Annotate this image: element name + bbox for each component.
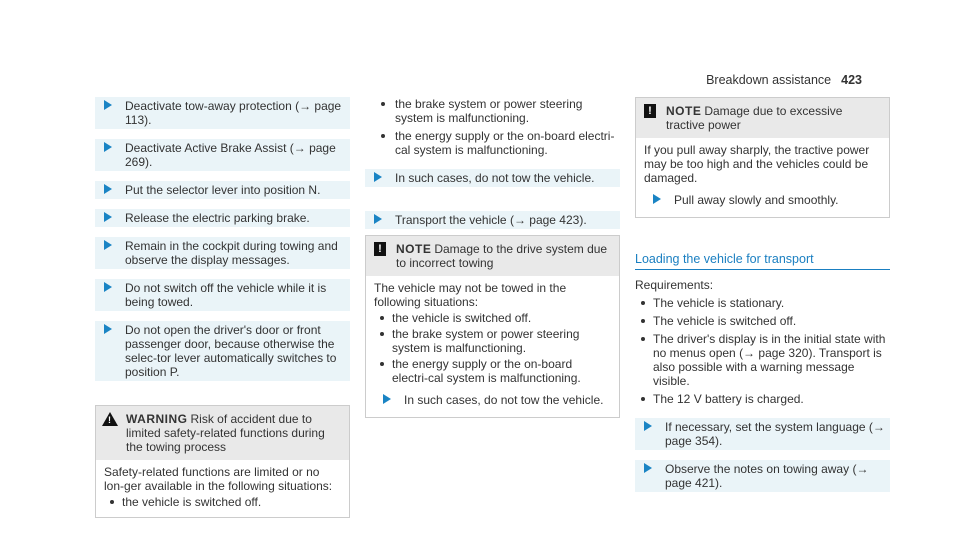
requirement-item: The vehicle is stationary. [635, 296, 890, 310]
step-text: If necessary, set the system language (→ page 354). [665, 420, 885, 448]
note-step [374, 391, 611, 409]
requirement-item: The 12 V battery is charged. [635, 392, 890, 406]
step-arrow-icon [104, 282, 112, 292]
warning-body [96, 460, 349, 517]
step-text: Put the selector lever into position N. [125, 183, 321, 197]
warning-signal-word: WARNING [126, 412, 188, 426]
step-deactivate-tow-away [95, 97, 350, 129]
step-deactivate-brake-assist [95, 139, 350, 171]
note-header [366, 236, 619, 276]
bullet-brake-system: the brake system or power steering system is malfunctioning. [365, 97, 620, 125]
step-remain-in-cockpit [95, 237, 350, 269]
step-text: Remain in the cockpit during towing and observe the display messages. [125, 239, 338, 267]
step-release-parking-brake [95, 209, 350, 227]
column-2 [365, 97, 620, 430]
warning-header [96, 406, 349, 460]
step-text: Do not switch off the vehicle while it is being towed. [125, 281, 327, 309]
page-number: 423 [841, 73, 862, 87]
step-arrow-icon [104, 240, 112, 250]
step-arrow-icon [104, 324, 112, 334]
note-body [366, 276, 619, 417]
step-observe-notes [635, 460, 890, 492]
step-text: Deactivate tow-away protection (→ page 113). [125, 99, 342, 127]
note-step [644, 191, 881, 209]
step-arrow-icon [653, 194, 661, 204]
step-selector-lever [95, 181, 350, 199]
warning-text: Safety-related functions are limited or no lon-ger available in the following situations: [104, 465, 333, 493]
step-arrow-icon [104, 184, 112, 194]
requirements-label: Requirements: [635, 278, 714, 292]
step-do-not-open-door [95, 321, 350, 381]
column-1 [95, 97, 350, 530]
warning-bullet: the vehicle is switched off. [104, 495, 341, 509]
requirement-item: The driver's display is in the initial state with no menus open (→ page 320). Transport is also possible with a warning message visible. [635, 332, 890, 388]
page-header [706, 73, 862, 87]
step-text: Release the electric parking brake. [125, 211, 310, 225]
exclamation-icon: ! [374, 242, 386, 256]
step-arrow-icon [104, 212, 112, 222]
step-text: Do not open the driver's door or front passenger door, because otherwise the selec-tor lever automatically switches to position P. [125, 323, 337, 379]
step-text: In such cases, do not tow the vehicle. [404, 393, 604, 407]
step-arrow-icon [644, 463, 652, 473]
step-arrow-icon [374, 214, 382, 224]
note-body [636, 138, 889, 217]
step-arrow-icon [374, 172, 382, 182]
note-bullet: the brake system or power steering system is malfunctioning. [374, 327, 611, 355]
note-box-tractive-power [635, 97, 890, 218]
step-arrow-icon [104, 142, 112, 152]
header-title: Breakdown assistance [706, 73, 832, 87]
step-text: Deactivate Active Brake Assist (→ page 269). [125, 141, 336, 169]
requirement-item: The vehicle is switched off. [635, 314, 890, 328]
note-text: If you pull away sharply, the tractive power may be too high and the vehicles could be damaged. [644, 143, 870, 185]
warning-box [95, 405, 350, 518]
step-do-not-tow [365, 169, 620, 187]
warning-triangle-icon [102, 412, 118, 426]
note-title: Damage due to excessive tractive power [666, 104, 843, 132]
note-text: The vehicle may not be towed in the following situations: [374, 281, 567, 309]
note-bullet: the vehicle is switched off. [374, 311, 611, 325]
section-title: Loading the vehicle for transport [635, 252, 890, 270]
bullet-energy-supply: the energy supply or the on-board electri-cal system is malfunctioning. [365, 129, 620, 157]
note-bullet: the energy supply or the on-board electri-cal system is malfunctioning. [374, 357, 611, 385]
step-arrow-icon [383, 394, 391, 404]
step-arrow-icon [104, 100, 112, 110]
note-header [636, 98, 889, 138]
step-text: Transport the vehicle (→ page 423). [395, 213, 587, 227]
step-do-not-switch-off [95, 279, 350, 311]
note-box-drive-system [365, 235, 620, 418]
exclamation-icon: ! [644, 104, 656, 118]
step-text: In such cases, do not tow the vehicle. [395, 171, 595, 185]
note-title: Damage to the drive system due to incorrect towing [396, 242, 608, 270]
step-text: Observe the notes on towing away (→ page 421). [665, 462, 869, 490]
step-text: Pull away slowly and smoothly. [674, 193, 839, 207]
note-signal-word: NOTE [666, 104, 702, 118]
step-transport-vehicle [365, 211, 620, 229]
note-signal-word: NOTE [396, 242, 432, 256]
column-3 [635, 97, 890, 502]
step-set-language [635, 418, 890, 450]
warning-title: Risk of accident due to limited safety-related functions during the towing process [126, 412, 325, 454]
step-arrow-icon [644, 421, 652, 431]
